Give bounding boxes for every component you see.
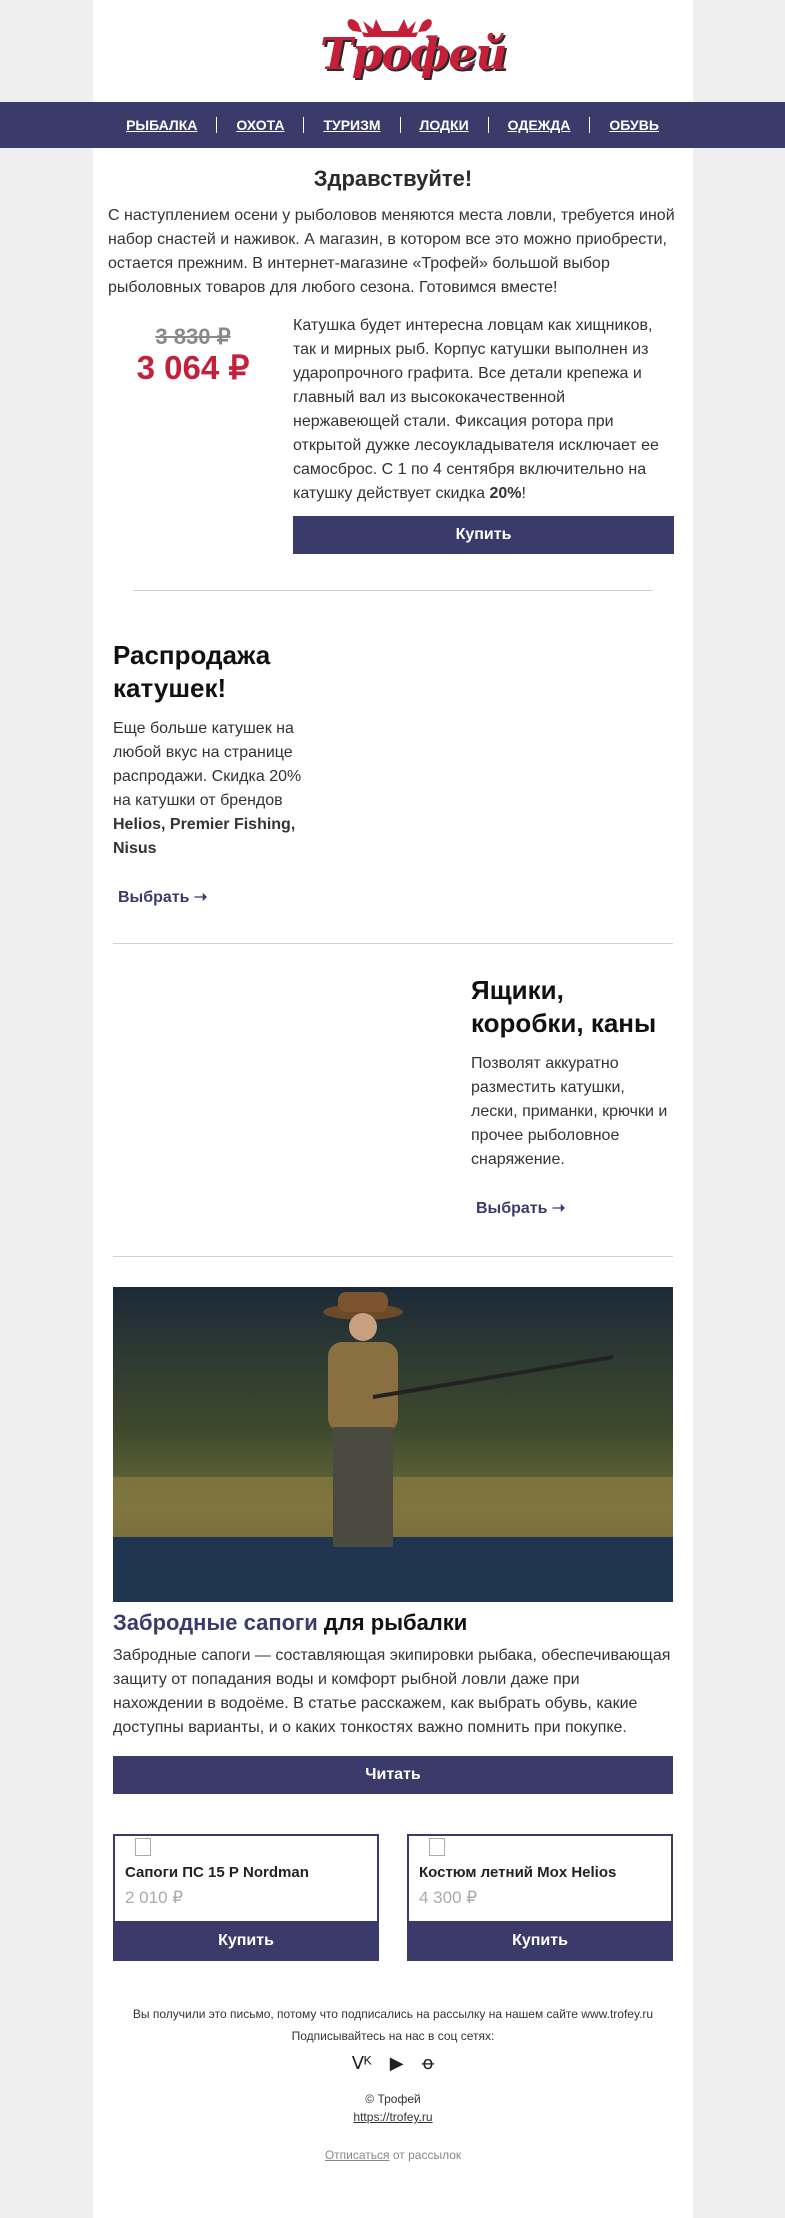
select-reels-link[interactable]: Выбрать ➝: [118, 889, 208, 906]
broken-image-icon: [429, 1838, 445, 1856]
nav-tourism[interactable]: ТУРИЗМ: [304, 117, 400, 133]
main-nav: [0, 102, 785, 148]
email-page: [93, 0, 693, 2218]
product-price: 2 010 ₽: [125, 1888, 184, 1907]
product-card: [407, 1834, 673, 1961]
product-description: [293, 314, 674, 506]
unsubscribe-rest: от рассылок: [389, 2148, 462, 2162]
read-button[interactable]: Читать: [113, 1756, 673, 1794]
product-desc-text: Катушка будет интересна ловцам как хищников, так и мирных рыб. Корпус катушки выполнен из ударопрочного графита. Все детали крепежа и главный вал из высококачественной нержавеющей стали. Фиксация ротора при открытой дужке лесоукладывателя исключает ее самосброс. С 1 по 4 сентября включительно на катушку действует скидка: [293, 317, 659, 502]
vk-icon[interactable]: ᐯᴷ: [351, 2053, 372, 2073]
promo-reels: [93, 591, 303, 907]
header: [93, 0, 693, 102]
divider: [113, 1256, 673, 1257]
social-links: [93, 2053, 693, 2074]
article-text: Забродные сапоги — составляющая экипировки рыбака, обеспечивающая защиту от попадания воды и комфорт рыбной ловли даже при нахождении в водоёме. В статье расскажем, как выбрать обувь, какие доступны варианты, и о каких тонкостях важно помнить при покупке.: [113, 1647, 671, 1736]
broken-image-icon: [135, 1838, 151, 1856]
footer-note: Вы получили это письмо, потому что подписались на рассылку на нашем сайте www.trofey.ru: [132, 2007, 654, 2021]
article-block: [93, 1602, 693, 1794]
promo-boxes-title: Ящики, коробки, каны: [471, 975, 657, 1038]
product-info: [293, 314, 674, 554]
article-title: [113, 1610, 673, 1636]
hero-image[interactable]: [113, 1287, 673, 1602]
nav-clothing[interactable]: ОДЕЖДА: [489, 117, 591, 133]
greeting-heading: Здравствуйте!: [313, 166, 473, 191]
desc-end: !: [521, 485, 526, 502]
card-buy-button[interactable]: Купить: [407, 1921, 673, 1961]
nav-boats[interactable]: ЛОДКИ: [401, 117, 489, 133]
unsubscribe-line: [93, 2148, 693, 2162]
product-title[interactable]: Костюм летний Mox Helios: [419, 1864, 617, 1881]
promo-boxes-text: Позволят аккуратно разместить катушки, лески, приманки, крючки и прочее рыболовное снаряжение.: [471, 1055, 668, 1168]
nav-hunting[interactable]: ОХОТА: [217, 117, 304, 133]
site-link[interactable]: https://trofey.ru: [353, 2110, 433, 2124]
article-title-link[interactable]: Забродные сапоги: [113, 1610, 318, 1635]
brand-logo[interactable]: [298, 11, 507, 91]
product-cards: [93, 1794, 693, 1961]
promo-boxes: [93, 944, 671, 1218]
select-boxes-link[interactable]: Выбрать ➝: [476, 1200, 566, 1217]
content: [93, 148, 693, 2162]
old-price: 3 830 ₽: [155, 324, 231, 349]
footer-subscribe: Подписывайтесь на нас в соц сетях:: [291, 2029, 495, 2043]
copyright: © Трофей: [365, 2092, 421, 2106]
product-card: [113, 1834, 379, 1961]
nav-shoes[interactable]: ОБУВЬ: [609, 117, 659, 133]
promo-reels-text: [113, 717, 303, 861]
buy-button[interactable]: Купить: [293, 516, 674, 554]
ok-icon[interactable]: ꝋ: [421, 2053, 435, 2073]
main-product: [93, 314, 693, 554]
unsubscribe-link[interactable]: Отписаться: [324, 2148, 390, 2162]
intro-text: С наступлением осени у рыболовов меняются места ловли, требуется иной набор снастей и наживок. А магазин, в котором все это можно приобрести, остается прежним. В интернет-магазине «Трофей» большой выбор рыболовных товаров для любого сезона. Готовимся вместе!: [108, 207, 675, 296]
article-title-rest: для рыбалки: [317, 1610, 468, 1635]
card-buy-button[interactable]: Купить: [113, 1921, 379, 1961]
promo-reels-brands: Helios, Premier Fishing, Nisus: [113, 816, 296, 857]
new-price: 3 064 ₽: [136, 349, 250, 386]
nav-fishing[interactable]: РЫБАЛКА: [107, 117, 217, 133]
product-price: 4 300 ₽: [419, 1888, 478, 1907]
logo-text: Трофей: [320, 29, 507, 80]
fisherman-photo: [113, 1287, 673, 1602]
promo-reels-title: Распродажа катушек!: [113, 640, 271, 703]
promo-reels-body: Еще больше катушек на любой вкус на странице распродажи. Скидка 20% на катушки от брендов: [113, 720, 302, 809]
product-title[interactable]: Сапоги ПС 15 Р Nordman: [125, 1864, 309, 1881]
price-block: [93, 314, 293, 554]
footer: [93, 1961, 693, 2162]
youtube-icon[interactable]: ▶: [389, 2053, 404, 2073]
discount-value: 20%: [489, 485, 522, 502]
